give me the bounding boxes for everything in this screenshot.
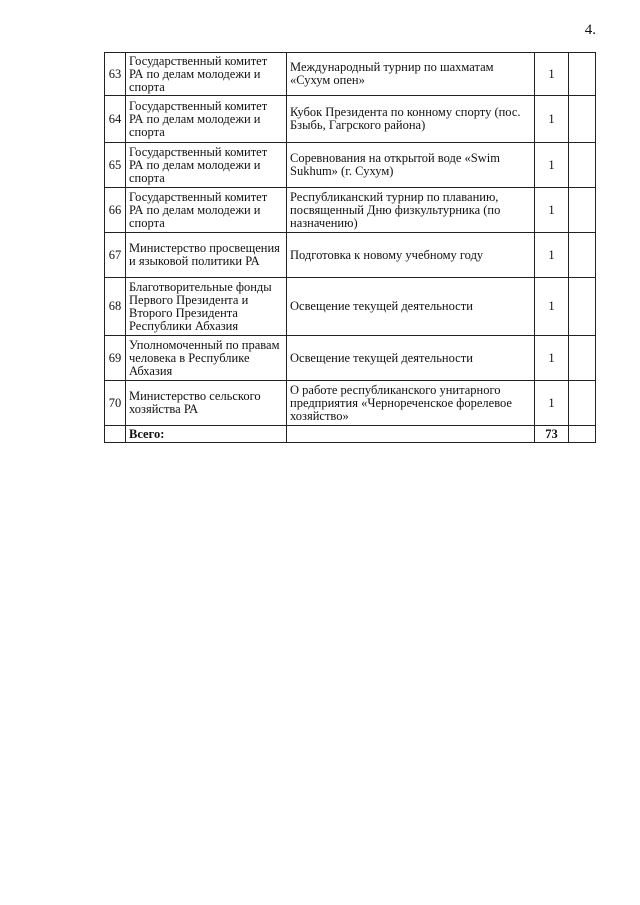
count-cell: 1: [535, 143, 569, 188]
count-cell: 1: [535, 381, 569, 426]
count-cell: 1: [535, 336, 569, 381]
organization-cell: Государственный комитет РА по делам молодежи и спорта: [126, 188, 287, 233]
table-row: [105, 336, 596, 381]
total-value: 73: [535, 426, 569, 443]
organization-cell: Уполномоченный по правам человека в Республике Абхазия: [126, 336, 287, 381]
row-number: 65: [105, 143, 126, 188]
organization-cell: Государственный комитет РА по делам молодежи и спорта: [126, 53, 287, 96]
count-cell: 1: [535, 188, 569, 233]
event-cell: Соревнования на открытой воде «Swim Sukhum» (г. Сухум): [287, 143, 535, 188]
page-number: 4.: [584, 22, 596, 38]
extra-cell: [569, 96, 596, 143]
event-cell: Освещение текущей деятельности: [287, 278, 535, 336]
schedule-table: [104, 52, 596, 443]
table-row: [105, 278, 596, 336]
row-number: 67: [105, 233, 126, 278]
organization-cell: Государственный комитет РА по делам молодежи и спорта: [126, 96, 287, 143]
row-number: 63: [105, 53, 126, 96]
event-cell: Международный турнир по шахматам «Сухум опен»: [287, 53, 535, 96]
extra-cell: [569, 381, 596, 426]
event-cell: Республиканский турнир по плаванию, посвященный Дню физкультурника (по назначению): [287, 188, 535, 233]
organization-cell: Министерство сельского хозяйства РА: [126, 381, 287, 426]
extra-cell: [569, 278, 596, 336]
event-cell: Кубок Президента по конному спорту (пос. Бзыбь, Гагрского района): [287, 96, 535, 143]
row-number: 66: [105, 188, 126, 233]
total-extra-cell: [569, 426, 596, 443]
total-row: [105, 426, 596, 443]
count-cell: 1: [535, 96, 569, 143]
row-number: 68: [105, 278, 126, 336]
extra-cell: [569, 188, 596, 233]
event-cell: Подготовка к новому учебному году: [287, 233, 535, 278]
table-row: [105, 96, 596, 143]
table-row: [105, 188, 596, 233]
count-cell: 1: [535, 53, 569, 96]
organization-cell: Государственный комитет РА по делам молодежи и спорта: [126, 143, 287, 188]
row-number: 69: [105, 336, 126, 381]
total-num-cell: [105, 426, 126, 443]
extra-cell: [569, 53, 596, 96]
extra-cell: [569, 233, 596, 278]
table-row: [105, 143, 596, 188]
extra-cell: [569, 336, 596, 381]
table-row: [105, 53, 596, 96]
extra-cell: [569, 143, 596, 188]
table-row: [105, 381, 596, 426]
organization-cell: Министерство просвещения и языковой политики РА: [126, 233, 287, 278]
event-cell: Освещение текущей деятельности: [287, 336, 535, 381]
total-event-cell: [287, 426, 535, 443]
count-cell: 1: [535, 278, 569, 336]
organization-cell: Благотворительные фонды Первого Президента и Второго Президента Республики Абхазия: [126, 278, 287, 336]
count-cell: 1: [535, 233, 569, 278]
row-number: 70: [105, 381, 126, 426]
table-row: [105, 233, 596, 278]
total-label: Всего:: [126, 426, 287, 443]
event-cell: О работе республиканского унитарного предприятия «Чернореченское форелевое хозяйство»: [287, 381, 535, 426]
row-number: 64: [105, 96, 126, 143]
